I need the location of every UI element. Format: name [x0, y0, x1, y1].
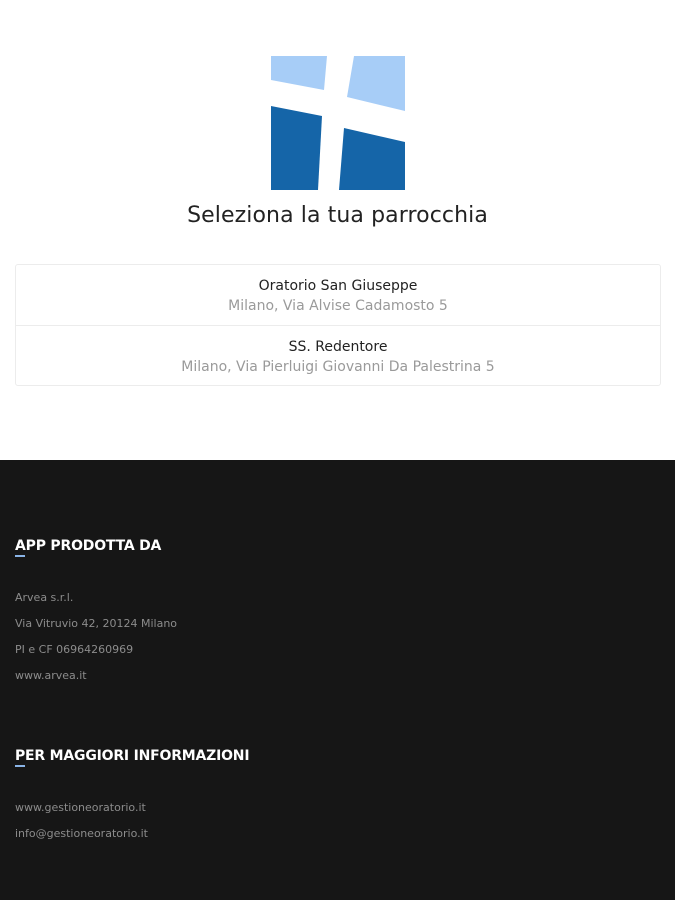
parish-list: [15, 264, 661, 386]
page-title: Seleziona la tua parrocchia: [187, 203, 488, 228]
info-website-link[interactable]: www.gestioneoratorio.it: [15, 801, 146, 814]
parish-address: Milano, Via Alvise Cadamosto 5: [228, 298, 448, 314]
parish-item-oratorio-san-giuseppe[interactable]: [16, 265, 660, 325]
parish-cross-logo-icon: [271, 56, 405, 190]
company-address: Via Vitruvio 42, 20124 Milano: [15, 617, 178, 630]
more-info-heading: PER MAGGIORI INFORMAZIONI: [15, 748, 250, 764]
parish-item-ss-redentore[interactable]: [16, 325, 660, 385]
parish-name: Oratorio San Giuseppe: [258, 278, 418, 294]
parish-name: SS. Redentore: [288, 339, 388, 355]
company-vat: PI e CF 06964260969: [15, 643, 134, 656]
footer: [0, 460, 675, 900]
company-website-link[interactable]: www.arvea.it: [15, 669, 87, 682]
info-email-link[interactable]: info@gestioneoratorio.it: [15, 827, 148, 840]
parish-address: Milano, Via Pierluigi Giovanni Da Palestrina 5: [181, 359, 495, 375]
produced-by-heading: APP PRODOTTA DA: [15, 538, 162, 554]
company-name: Arvea s.r.l.: [15, 591, 74, 604]
